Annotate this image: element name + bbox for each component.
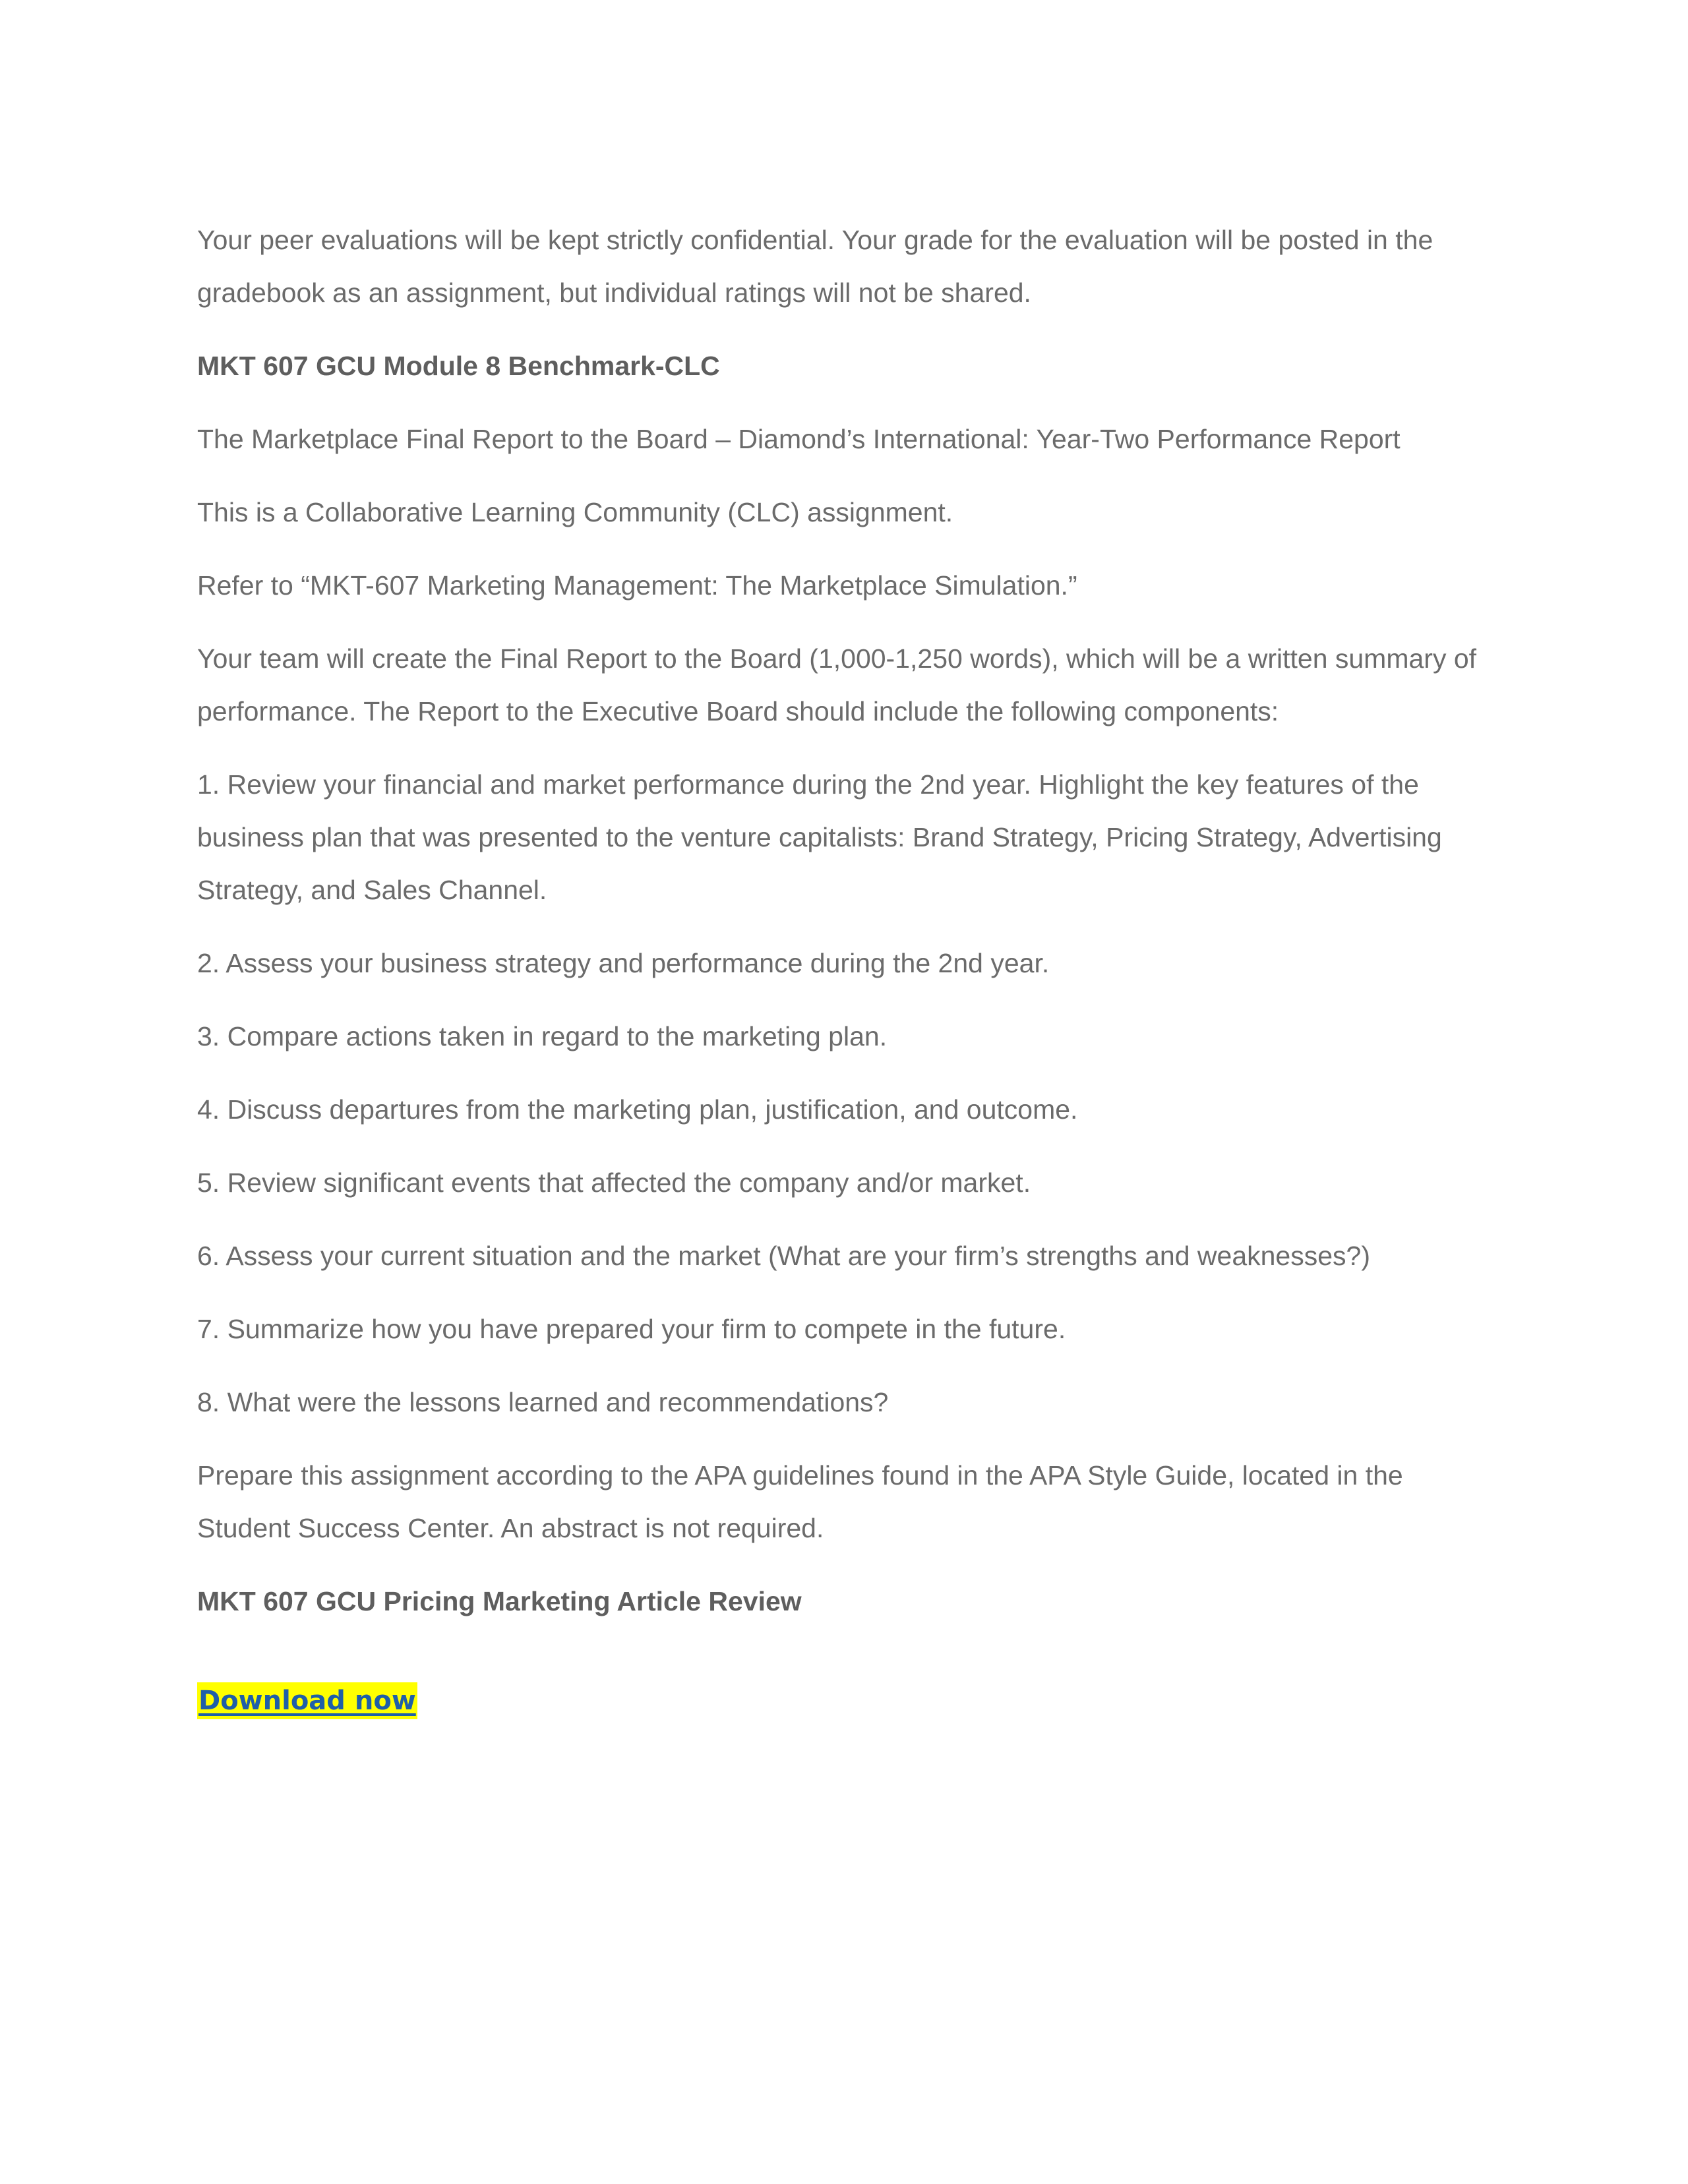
- paragraph-peer-evaluations: Your peer evaluations will be kept strictly confidential. Your grade for the evaluation will be posted in the gradebook as an assignment, but individual ratings will not be shared.: [197, 225, 1433, 308]
- list-item-3: 3. Compare actions taken in regard to the marketing plan.: [197, 1021, 888, 1051]
- paragraph-apa-guidelines: Prepare this assignment according to the APA guidelines found in the APA Style Guide, located in the Student Success Center. An abstract is not required.: [197, 1460, 1403, 1543]
- list-item-7: 7. Summarize how you have prepared your firm to compete in the future.: [197, 1314, 1066, 1344]
- list-item-4: 4. Discuss departures from the marketing plan, justification, and outcome.: [197, 1094, 1078, 1125]
- heading-module-8-benchmark: MKT 607 GCU Module 8 Benchmark-CLC: [197, 351, 720, 381]
- paragraph-report-title: The Marketplace Final Report to the Board – Diamond’s International: Year-Two Performance Report: [197, 424, 1401, 454]
- list-item-2: 2. Assess your business strategy and performance during the 2nd year.: [197, 948, 1050, 978]
- heading-pricing-article-review: MKT 607 GCU Pricing Marketing Article Review: [197, 1586, 802, 1616]
- download-section: [197, 1674, 1491, 1727]
- paragraph-clc-note: This is a Collaborative Learning Community (CLC) assignment.: [197, 497, 953, 527]
- document-body: [197, 214, 1491, 1727]
- list-item-5: 5. Review significant events that affected the company and/or market.: [197, 1167, 1031, 1198]
- list-item-6: 6. Assess your current situation and the market (What are your firm’s strengths and weaknesses?): [197, 1241, 1370, 1271]
- paragraph-refer-to: Refer to “MKT-607 Marketing Management: The Marketplace Simulation.”: [197, 570, 1077, 601]
- download-now-link[interactable]: Download now: [197, 1682, 417, 1719]
- list-item-8: 8. What were the lessons learned and recommendations?: [197, 1387, 889, 1417]
- paragraph-team-report: Your team will create the Final Report to the Board (1,000-1,250 words), which will be a written summary of performance. The Report to the Executive Board should include the following components:: [197, 643, 1477, 726]
- list-item-1: 1. Review your financial and market performance during the 2nd year. Highlight the key features of the business plan that was presented to the venture capitalists: Brand Strategy, Pricing Strategy, Advertising Strategy, and Sales Channel.: [197, 769, 1442, 905]
